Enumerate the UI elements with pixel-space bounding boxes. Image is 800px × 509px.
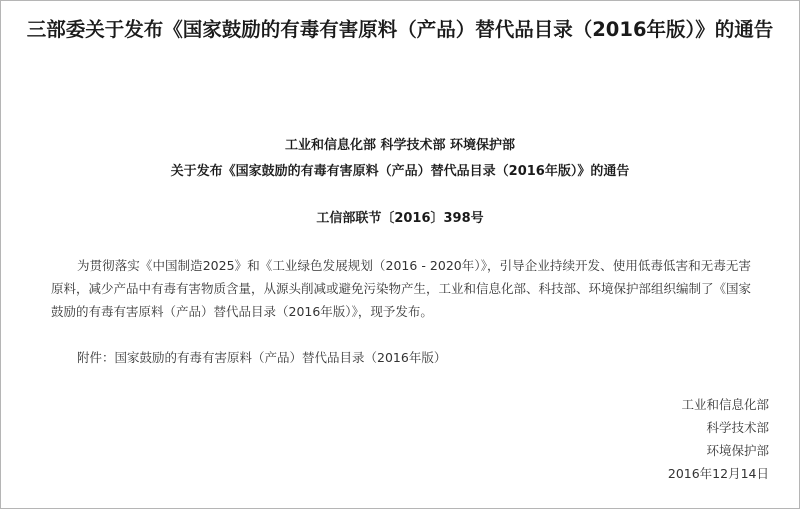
notice-subtitle: 关于发布《国家鼓励的有毒有害原料（产品）替代品目录（2016年版）》的通告 <box>170 164 630 179</box>
signature-org-most: 科学技术部 <box>706 420 769 435</box>
signature-org-miit: 工业和信息化部 <box>681 397 769 412</box>
signature-block <box>668 393 769 485</box>
signature-org-mep: 环境保护部 <box>706 443 769 458</box>
document-number: 工信部联节〔2016〕398号 <box>316 211 484 226</box>
body-paragraph: 为贯彻落实《中国制造2025》和《工业绿色发展规划（2016 - 2020年）》，引导企业持续开发、使用低毒低害和无毒无害原料，减少产品中有毒有害物质含量，从源头削减或避免污染物产生，工业和信息化部、科技部、环境保护部组织编制了《国家鼓励的有毒有害原料（产品）替代品目录（2016年版）》，现予发布。 <box>51 258 752 319</box>
issuing-departments: 工业和信息化部 科学技术部 环境保护部 <box>284 138 516 153</box>
page-title: 三部委关于发布《国家鼓励的有毒有害原料（产品）替代品目录（2016年版）》的通告 <box>26 18 774 41</box>
attachment-line: 附件：国家鼓励的有毒有害原料（产品）替代品目录（2016年版） <box>77 350 447 365</box>
signature-date: 2016年12月14日 <box>667 466 769 481</box>
